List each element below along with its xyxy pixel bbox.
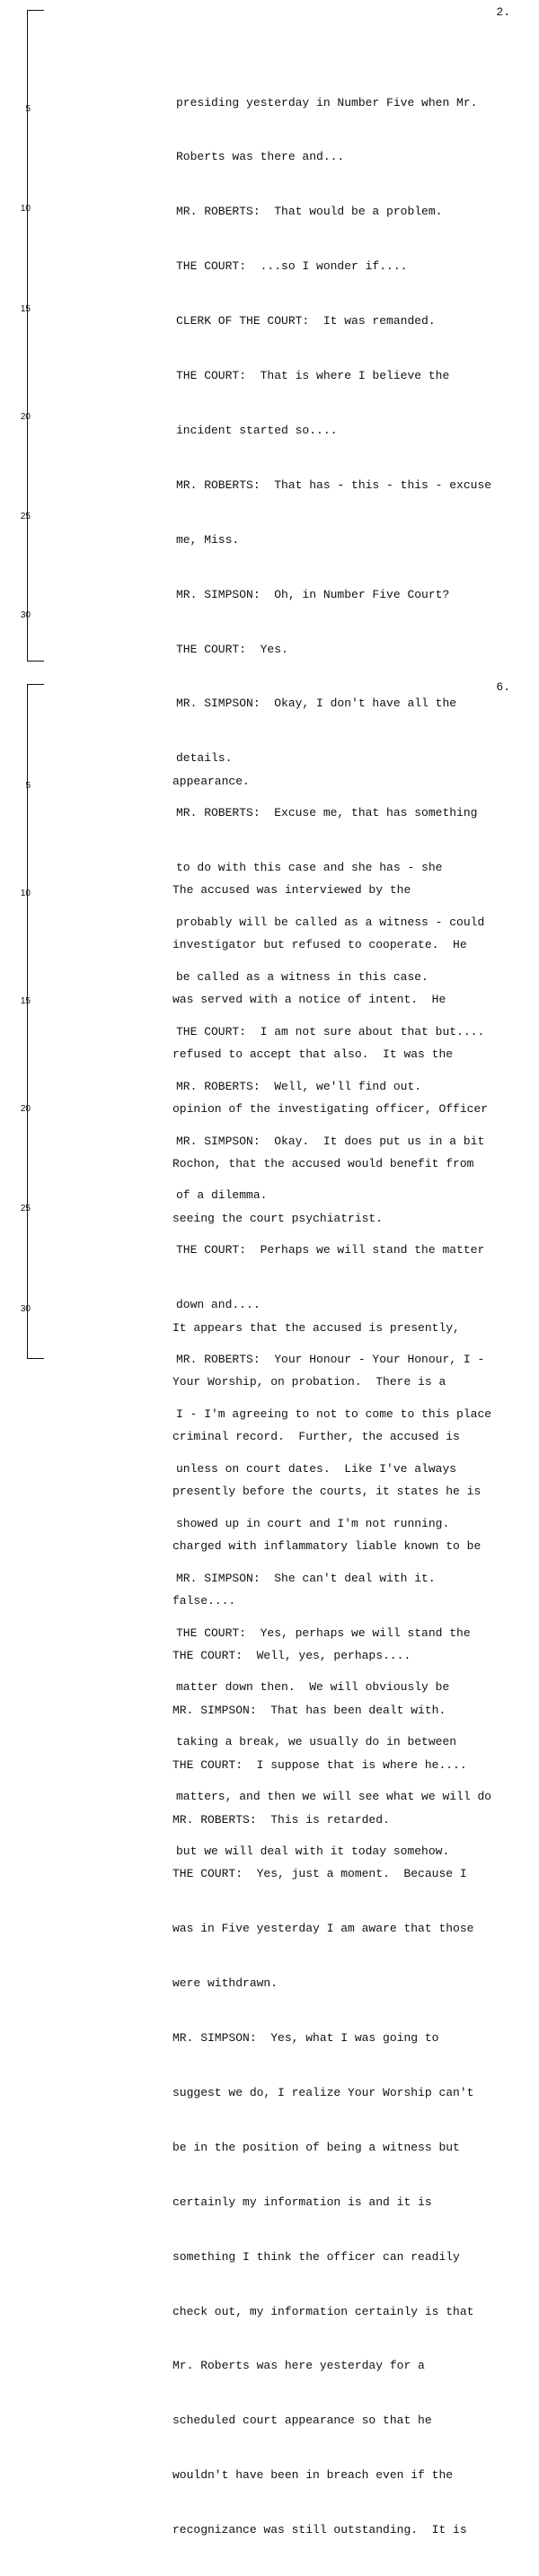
transcript-line: Mr. Roberts was here yesterday for a — [172, 2359, 425, 2373]
transcript-line: THE COURT: I suppose that is where he.... — [172, 1757, 467, 1772]
transcript-line: MR. ROBERTS: That has - this - this - excuse — [176, 478, 492, 492]
line-number: 30 — [20, 610, 31, 620]
transcript-line: MR. ROBERTS: Well, we'll find out. — [176, 1079, 422, 1093]
transcript-line: MR. ROBERTS: Your Honour - Your Honour, I - — [176, 1353, 485, 1367]
line-number: 30 — [20, 1304, 31, 1314]
line-number: 10 — [20, 204, 31, 214]
transcript-line: matter down then. We will obviously be — [176, 1680, 450, 1695]
transcript-line: THE COURT: Perhaps we will stand the matter — [176, 1243, 485, 1257]
transcript-line: suggest we do, I realize Your Worship can't — [172, 2085, 474, 2099]
transcript-line: wouldn't have been in breach even if the — [172, 2468, 454, 2483]
line-number: 5 — [25, 781, 31, 791]
transcript-line: MR. ROBERTS: That would be a problem. — [176, 205, 443, 219]
line-number: 15 — [20, 304, 31, 314]
line-number: 5 — [25, 104, 31, 114]
line-number: 15 — [20, 996, 31, 1006]
transcript-line: appearance. — [172, 774, 250, 788]
transcript-line: THE COURT: Well, yes, perhaps.... — [172, 1648, 411, 1662]
transcript-line: be in the position of being a witness but — [172, 2140, 460, 2154]
transcript-line: me, Miss. — [176, 532, 240, 547]
transcript-line: THE COURT: Yes, perhaps we will stand the — [176, 1625, 471, 1640]
transcript-line: presently before the courts, it states he is — [172, 1485, 482, 1499]
transcript-line: showed up in court and I'm not running. — [176, 1516, 450, 1530]
transcript-line: THE COURT: Yes, just a moment. Because I — [172, 1867, 467, 1881]
transcript-line: unless on court dates. Like I've always — [176, 1461, 457, 1476]
transcript-line: opinion of the investigating officer, Officer — [172, 1101, 489, 1116]
transcript-line: MR. SIMPSON: Okay, I don't have all the — [176, 697, 457, 711]
transcript-line: be called as a witness in this case. — [176, 969, 429, 984]
transcript-line: I - I'm agreeing to not to come to this place — [176, 1406, 492, 1421]
transcript-line: refused to accept that also. It was the — [172, 1047, 454, 1062]
transcript-line: MR. SIMPSON: She can't deal with it. — [176, 1571, 436, 1585]
transcript-line: investigator but refused to cooperate. He — [172, 938, 467, 952]
transcript-line: MR. ROBERTS: Excuse me, that has something — [176, 806, 478, 820]
transcript-line: to do with this case and she has - she — [176, 861, 443, 875]
line-number: 25 — [20, 1204, 31, 1214]
transcript-line: Roberts was there and... — [176, 150, 345, 164]
transcript-line: THE COURT: I am not sure about that but.... — [176, 1024, 485, 1038]
line-number: 20 — [20, 412, 31, 422]
transcript-line: criminal record. Further, the accused is — [172, 1430, 460, 1444]
transcript-line: false.... — [172, 1593, 236, 1608]
transcript-line: taking a break, we usually do in between — [176, 1735, 457, 1749]
line-number: 25 — [20, 512, 31, 521]
transcript-line: MR. SIMPSON: Yes, what I was going to — [172, 2031, 439, 2046]
transcript-line: MR. SIMPSON: Oh, in Number Five Court? — [176, 587, 450, 601]
transcript-line: CLERK OF THE COURT: It was remanded. — [176, 314, 436, 329]
transcript-line: something I think the officer can readily — [172, 2249, 460, 2264]
transcript-line: MR. SIMPSON: That has been dealt with. — [172, 1703, 446, 1717]
transcript-line: THE COURT: That is where I believe the — [176, 369, 450, 383]
transcript-line: was served with a notice of intent. He — [172, 993, 446, 1007]
transcript-line: was in Five yesterday I am aware that those — [172, 1922, 474, 1936]
transcript-line: of a dilemma. — [176, 1188, 268, 1203]
transcript-line: Your Worship, on probation. There is a — [172, 1375, 446, 1389]
transcript-line: THE COURT: Yes. — [176, 642, 288, 656]
transcript-line: MR. SIMPSON: Okay. It does put us in a bit — [176, 1134, 485, 1148]
transcript-line: presiding yesterday in Number Five when Mr. — [176, 95, 478, 110]
transcript-line: details. — [176, 751, 233, 766]
transcript-line — [172, 1265, 488, 1283]
transcript-line: The accused was interviewed by the — [172, 883, 411, 898]
transcript-line: probably will be called as a witness - could — [176, 915, 485, 929]
transcript-line: It appears that the accused is presently, — [172, 1320, 460, 1335]
transcript-line: matters, and then we will see what we will do — [176, 1790, 492, 1804]
transcript-line: but we will deal with it today somehow. — [176, 1844, 450, 1859]
transcript-line: incident started so.... — [176, 423, 338, 437]
transcript-line: charged with inflammatory liable known to be — [172, 1539, 482, 1554]
transcript-line: check out, my information certainly is that — [172, 2304, 474, 2318]
transcript-line: MR. ROBERTS: This is retarded. — [172, 1812, 390, 1827]
transcript-line: certainly my information is and it is — [172, 2195, 432, 2209]
transcript-line: down and.... — [176, 1298, 261, 1312]
transcript-line: THE COURT: ...so I wonder if.... — [176, 259, 408, 274]
transcript-line: seeing the court psychiatrist. — [172, 1211, 384, 1225]
transcript-line: scheduled court appearance so that he — [172, 2414, 432, 2428]
transcript-line: recognizance was still outstanding. It is — [172, 2523, 467, 2537]
transcript-text — [172, 736, 488, 2576]
transcript-line — [172, 827, 488, 845]
transcript-line: Rochon, that the accused would benefit from — [172, 1156, 474, 1170]
page-number: 2. — [496, 5, 510, 19]
page-number: 6. — [496, 680, 510, 694]
line-number: 10 — [20, 889, 31, 898]
line-number: 20 — [20, 1104, 31, 1114]
transcript-line: were withdrawn. — [172, 1976, 278, 1991]
